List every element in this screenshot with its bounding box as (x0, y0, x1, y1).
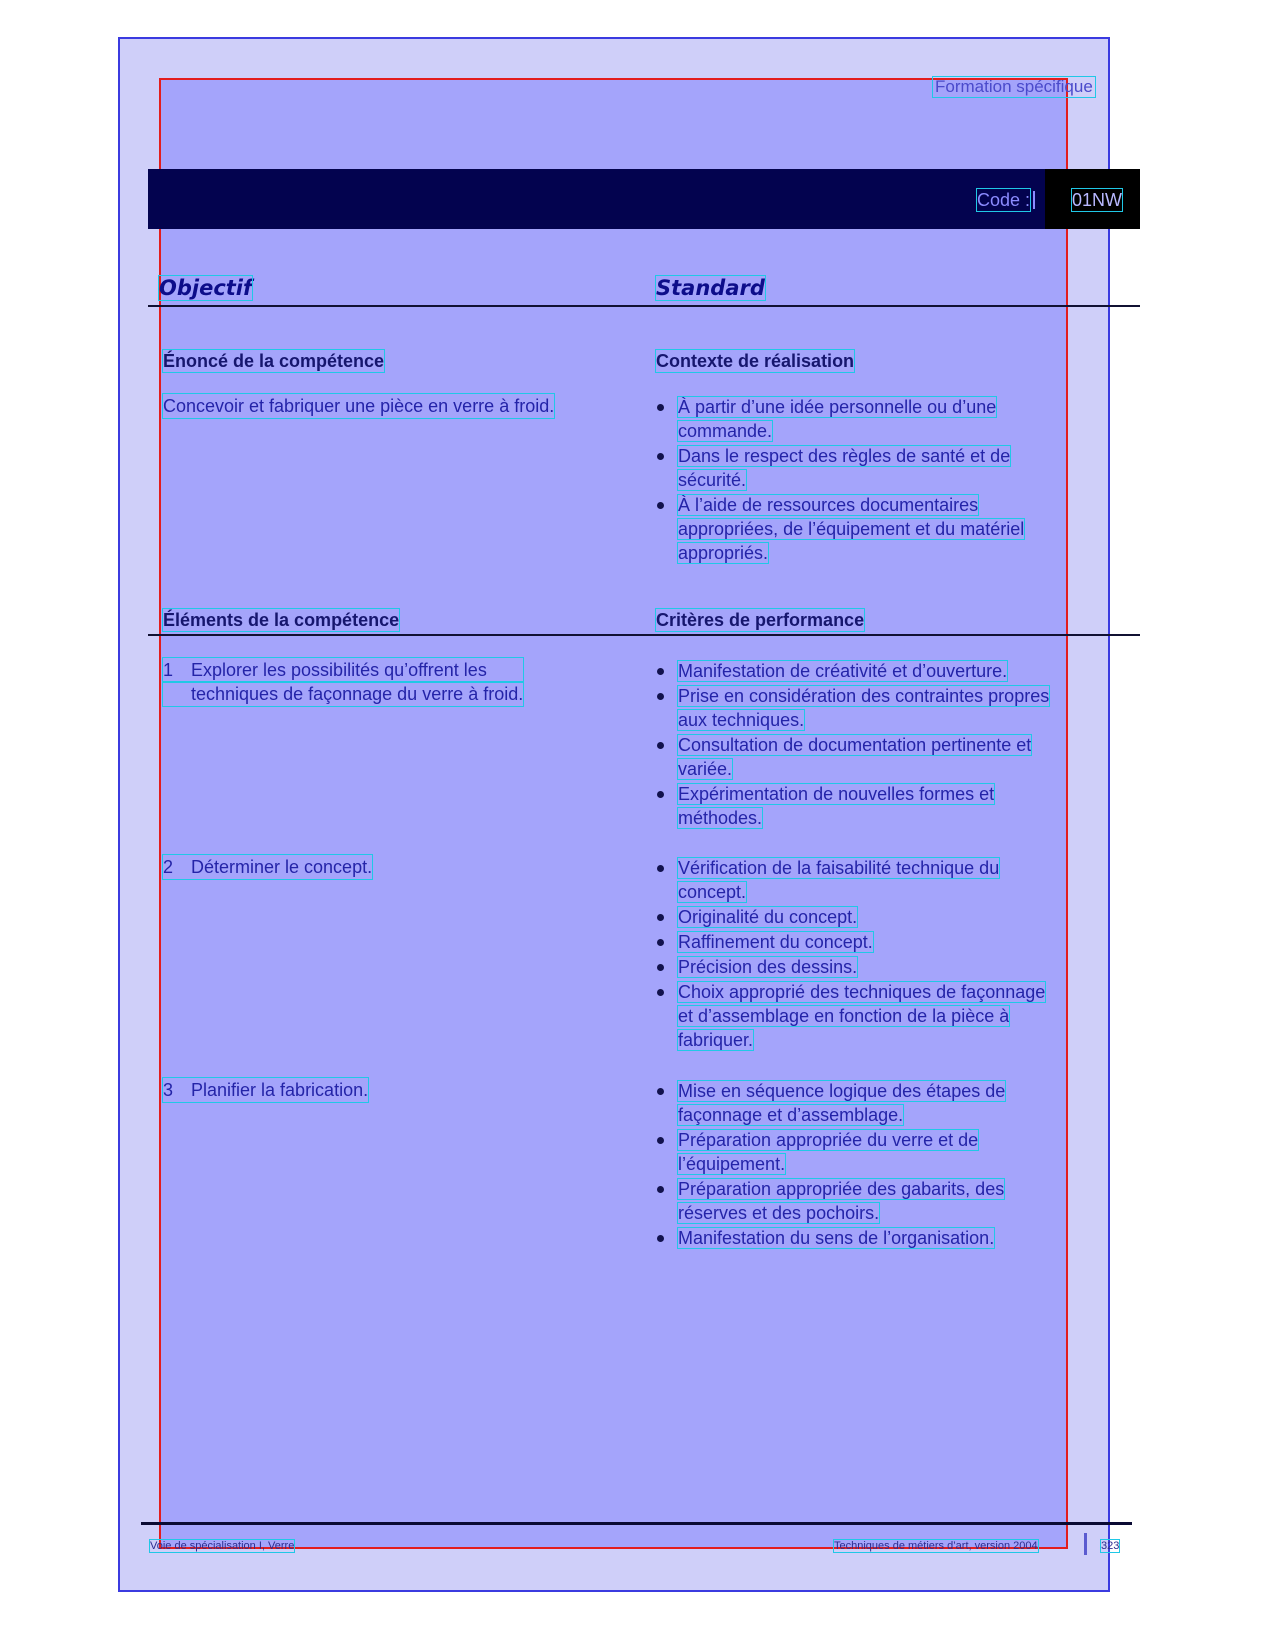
elements-heading: Éléments de la compétence (163, 610, 400, 630)
code-label: Code : (977, 190, 1031, 210)
list-item: À l’aide de ressources documentaires appropriées, de l’équipement et du matériel appropriés. (656, 493, 1116, 565)
element-number: 2 (163, 857, 174, 877)
criteria-heading: Critères de performance (656, 610, 865, 630)
statement-text: Concevoir et fabriquer une pièce en verre à froid. (163, 396, 555, 416)
element-text-line1: Déterminer le concept. (191, 857, 373, 877)
list-item: Prise en considération des contraintes propres aux techniques. (656, 684, 1116, 732)
standard-heading: Standard (656, 276, 765, 300)
bullet-icon (657, 1088, 664, 1095)
element-number: 3 (163, 1080, 174, 1100)
list-item: Originalité du concept. (656, 905, 1116, 929)
bullet-icon (657, 791, 664, 798)
code-value: 01NW (1072, 190, 1123, 210)
criteria-list-3 (656, 1079, 1116, 1251)
list-item: Précision des dessins. (656, 955, 1116, 979)
footer-rule (141, 1522, 1132, 1525)
list-item: Consultation de documentation pertinente et variée. (656, 733, 1116, 781)
bullet-icon (657, 453, 664, 460)
list-item: Raffinement du concept. (656, 930, 1116, 954)
list-item: Dans le respect des règles de santé et de sécurité. (656, 444, 1116, 492)
list-item: À partir d’une idée personnelle ou d’une commande. (656, 395, 1116, 443)
bullet-icon (657, 1137, 664, 1144)
footer-left: Voie de spécialisation I, Verre (150, 1540, 295, 1552)
bullet-icon (657, 1235, 664, 1242)
list-item: Choix approprié des techniques de façonnage et d’assemblage en fonction de la pièce à fabriquer. (656, 980, 1116, 1052)
objectif-heading: Objectif (159, 276, 253, 300)
criteria-list-2 (656, 856, 1116, 1053)
footer-separator (1084, 1533, 1087, 1555)
element-number: 1 (163, 660, 174, 680)
context-heading: Contexte de réalisation (656, 351, 855, 371)
list-item: Manifestation de créativité et d’ouverture. (656, 659, 1116, 683)
bullet-icon (657, 404, 664, 411)
list-item: Manifestation du sens de l’organisation. (656, 1226, 1116, 1250)
element-2 (163, 855, 372, 879)
bullet-icon (657, 865, 664, 872)
list-item: Vérification de la faisabilité technique du concept. (656, 856, 1116, 904)
program-tag: Formation spécifique (935, 77, 1093, 96)
bullet-icon (657, 989, 664, 996)
footer-right: Techniques de métiers d’art, version 2004 (834, 1540, 1038, 1552)
list-item: Expérimentation de nouvelles formes et méthodes. (656, 782, 1116, 830)
list-item: Préparation appropriée du verre et de l’équipement. (656, 1128, 1116, 1176)
bullet-icon (657, 964, 664, 971)
bullet-icon (657, 1186, 664, 1193)
page-number: 323 (1101, 1540, 1120, 1552)
section-rule (148, 634, 1140, 636)
context-list (656, 395, 1116, 566)
criteria-list-1 (656, 659, 1116, 831)
element-3 (163, 1078, 368, 1102)
bullet-icon (657, 914, 664, 921)
element-text-line2: techniques de façonnage du verre à froid. (163, 682, 523, 706)
list-item: Préparation appropriée des gabarits, des réserves et des pochoirs. (656, 1177, 1116, 1225)
bullet-icon (657, 693, 664, 700)
element-text-line1: Explorer les possibilités qu’offrent les (191, 660, 487, 680)
code-separator (1033, 191, 1035, 209)
bullet-icon (657, 502, 664, 509)
statement-heading: Énoncé de la compétence (163, 351, 385, 371)
heading-rule (148, 305, 1140, 307)
list-item: Mise en séquence logique des étapes de façonnage et d’assemblage. (656, 1079, 1116, 1127)
bullet-icon (657, 939, 664, 946)
element-text-line1: Planifier la fabrication. (191, 1080, 369, 1100)
bullet-icon (657, 742, 664, 749)
bullet-icon (657, 668, 664, 675)
element-1 (163, 658, 523, 706)
